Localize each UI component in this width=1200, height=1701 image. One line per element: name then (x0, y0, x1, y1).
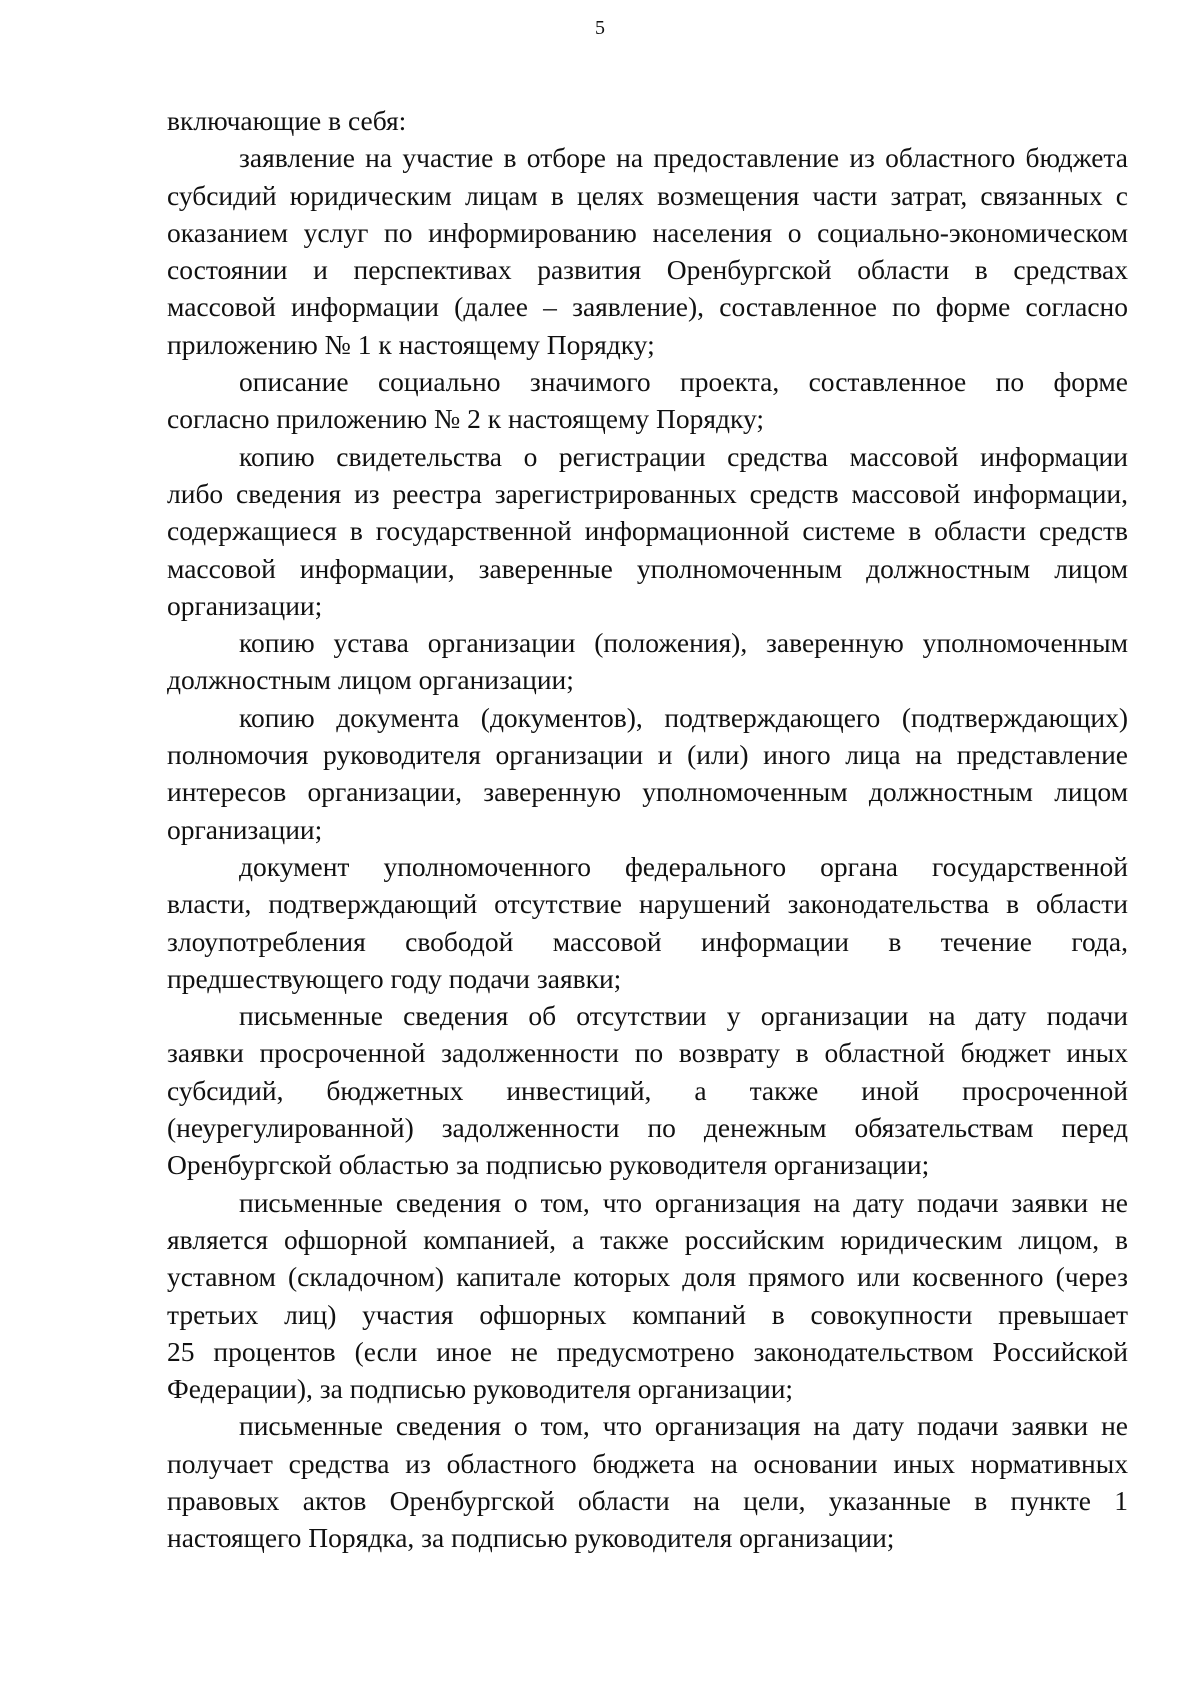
text-line: документ уполномоченного федерального органа государственной (239, 850, 1128, 882)
paragraph (167, 102, 1128, 139)
text-line: предшествующего году подачи заявки; (167, 962, 622, 994)
text-line: состоянии и перспективах развития Оренбургской области в средствах (167, 254, 1128, 286)
text-line: уставном (складочном) капитале которых доля прямого или косвенного (через (167, 1261, 1128, 1293)
text-line: организации; (167, 813, 323, 845)
text-line: массовой информации, заверенные уполномоченным должностным лицом (167, 552, 1128, 584)
text-line: копию документа (документов), подтверждающего (подтверждающих) (239, 701, 1128, 733)
text-line: правовых актов Оренбургской области на цели, указанные в пункте 1 (167, 1484, 1128, 1516)
text-line: описание социально значимого проекта, составленное по форме (239, 366, 1128, 398)
text-line: письменные сведения об отсутствии у организации на дату подачи (239, 1000, 1128, 1032)
page-number: 5 (595, 17, 605, 39)
document-body (167, 102, 1128, 1557)
text-line: массовой информации (далее – заявление), составленное по форме согласно (167, 291, 1128, 323)
text-line: субсидий, бюджетных инвестиций, а также иной просроченной (167, 1074, 1128, 1106)
paragraph (167, 363, 1128, 438)
text-line: (неурегулированной) задолженности по денежным обязательствам перед (167, 1112, 1128, 1144)
text-line: 25 процентов (если иное не предусмотрено законодательством Российской (167, 1335, 1128, 1367)
paragraph (167, 624, 1128, 699)
text-line: должностным лицом организации; (167, 664, 574, 696)
text-line: содержащиеся в государственной информационной системе в области средств (167, 515, 1128, 547)
text-line: письменные сведения о том, что организация на дату подачи заявки не (239, 1186, 1128, 1218)
text-line: заявление на участие в отборе на предоставление из областного бюджета (239, 142, 1128, 174)
paragraph (167, 438, 1128, 624)
text-line: злоупотребления свободой массовой информации в течение года, (167, 925, 1128, 957)
text-line: копию устава организации (положения), заверенную уполномоченным (239, 627, 1128, 659)
paragraph (167, 1184, 1128, 1408)
text-line: власти, подтверждающий отсутствие нарушений законодательства в области (167, 888, 1128, 920)
paragraph (167, 1407, 1128, 1556)
text-line: копию свидетельства о регистрации средства массовой информации (239, 440, 1128, 472)
paragraph (167, 848, 1128, 997)
paragraph (167, 699, 1128, 848)
text-line: интересов организации, заверенную уполномоченным должностным лицом (167, 776, 1128, 808)
text-line: Федерации), за подписью руководителя организации; (167, 1373, 794, 1405)
text-line: получает средства из областного бюджета на основании иных нормативных (167, 1447, 1128, 1479)
text-line: организации; (167, 589, 323, 621)
text-line: согласно приложению № 2 к настоящему Порядку; (167, 403, 765, 435)
text-line: включающие в себя: (167, 105, 407, 136)
text-line: оказанием услуг по информированию населения о социально-экономическом (167, 216, 1128, 248)
text-line: приложению № 1 к настоящему Порядку; (167, 328, 655, 360)
paragraph (167, 139, 1128, 363)
text-line: субсидий юридическим лицам в целях возмещения части затрат, связанных с (167, 179, 1128, 211)
text-line: либо сведения из реестра зарегистрированных средств массовой информации, (167, 477, 1128, 509)
text-line: третьих лиц) участия офшорных компаний в совокупности превышает (167, 1298, 1128, 1330)
text-line: заявки просроченной задолженности по возврату в областной бюджет иных (167, 1037, 1128, 1069)
text-line: является офшорной компанией, а также российским юридическим лицом, в (167, 1223, 1128, 1255)
text-line: настоящего Порядка, за подписью руководителя организации; (167, 1522, 895, 1554)
paragraph (167, 997, 1128, 1183)
text-line: полномочия руководителя организации и (или) иного лица на представление (167, 739, 1128, 771)
text-line: письменные сведения о том, что организация на дату подачи заявки не (239, 1410, 1128, 1442)
text-line: Оренбургской областью за подписью руководителя организации; (167, 1149, 930, 1181)
